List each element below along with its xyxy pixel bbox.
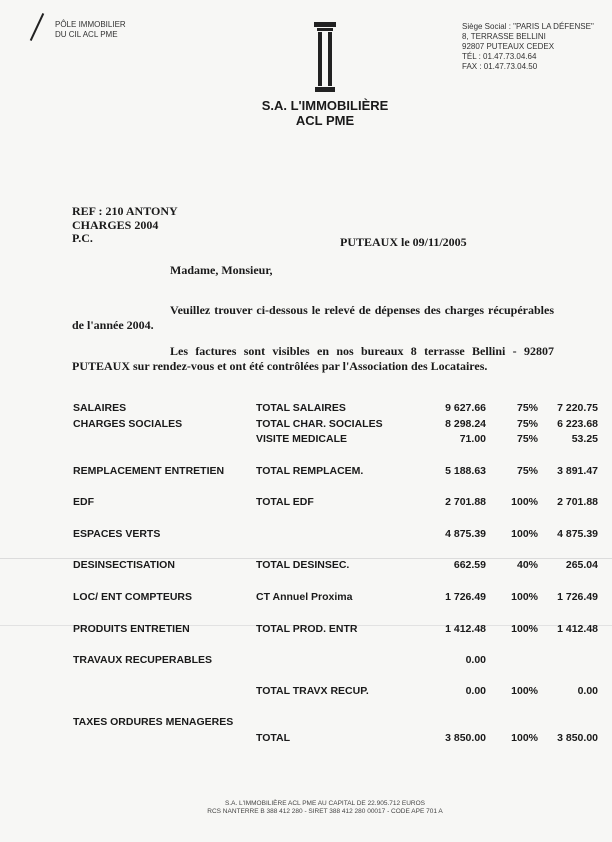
row-percent: 100%: [511, 591, 538, 603]
invoices-paragraph: Les factures sont visibles en nos bureaux 8 terrasse Bellini - 92807 PUTEAUX sur rendez-vous et ont été contrôlées par l'Association des Locataires.: [72, 344, 554, 373]
row-recoverable: 265.04: [565, 559, 598, 571]
row-recoverable: 4 875.39: [557, 528, 598, 540]
row-recoverable: 3 891.47: [557, 465, 598, 477]
sender-line-1: PÔLE IMMOBILIER: [55, 20, 126, 29]
table-row: [0, 465, 612, 479]
table-row: [0, 496, 612, 510]
row-amount: 0.00: [465, 685, 486, 697]
row-percent: 100%: [511, 528, 538, 540]
row-category: PRODUITS ENTRETIEN: [73, 623, 190, 635]
row-amount: 9 627.66: [445, 402, 486, 414]
row-label: VISITE MEDICALE: [256, 433, 348, 445]
row-amount: 1 412.48: [445, 623, 486, 635]
row-amount: 8 298.24: [445, 418, 486, 430]
row-amount: 0.00: [465, 654, 486, 666]
table-row: [0, 623, 612, 637]
row-amount: 4 875.39: [445, 528, 486, 540]
table-row: [0, 732, 612, 746]
row-percent: 100%: [511, 732, 538, 744]
row-percent: 75%: [516, 418, 538, 430]
table-row: [0, 433, 612, 447]
reference-line: REF : 210 ANTONY: [72, 204, 178, 218]
brand-subname: ACL PME: [295, 113, 355, 128]
charges-year-line: CHARGES 2004: [72, 217, 159, 232]
row-recoverable: 7 220.75: [557, 402, 598, 414]
row-recoverable: 0.00: [577, 685, 598, 697]
row-recoverable: 1 412.48: [557, 623, 598, 635]
row-recoverable: 2 701.88: [557, 496, 598, 508]
intro-paragraph: Veuillez trouver ci-dessous le relevé de dépenses des charges récupérables de l'année 2004.: [72, 303, 554, 332]
company-brand: [200, 98, 450, 128]
row-label: TOTAL: [256, 732, 291, 744]
row-amount: 3 850.00: [445, 732, 486, 744]
table-row: [0, 591, 612, 605]
letter-date: PUTEAUX le 09/11/2005: [340, 235, 467, 249]
row-recoverable: 3 850.00: [557, 732, 598, 744]
row-label: TOTAL REMPLACEM.: [256, 465, 364, 477]
head-office-line-1: Siège Social : "PARIS LA DÉFENSE": [462, 22, 594, 31]
table-row: [0, 559, 612, 573]
head-office-line-2: 8, TERRASSE BELLINI: [462, 32, 546, 41]
row-category: LOC/ ENT COMPTEURS: [73, 591, 193, 603]
row-amount: 5 188.63: [445, 465, 486, 477]
table-row: [0, 654, 612, 668]
table-row: [0, 528, 612, 542]
row-percent: 75%: [516, 465, 538, 477]
row-percent: 40%: [516, 559, 538, 571]
footer-line-2: RCS NANTERRE B 388 412 280 - SIRET 388 412 280 00017 - CODE APE 701 A: [207, 808, 443, 815]
row-category: TAXES ORDURES MENAGERES: [73, 716, 234, 728]
row-recoverable: 1 726.49: [557, 591, 598, 603]
row-category: TRAVAUX RECUPERABLES: [73, 654, 213, 666]
phone-line: TÉL : 01.47.73.04.64: [462, 52, 537, 61]
row-percent: 75%: [516, 402, 538, 414]
table-row: [0, 716, 612, 730]
footer-line-1: S.A. L'IMMOBILIÈRE ACL PME AU CAPITAL DE 22.905.712 EUROS: [224, 800, 426, 807]
row-amount: 71.00: [459, 433, 486, 445]
table-row: [0, 685, 612, 699]
row-recoverable: 6 223.68: [557, 418, 598, 430]
sender-block: [55, 20, 126, 40]
sender-line-2: DU CIL ACL PME: [55, 30, 118, 39]
row-percent: 100%: [511, 496, 538, 508]
table-row: [0, 402, 612, 416]
head-office-line-3: 92807 PUTEAUX CEDEX: [462, 42, 555, 51]
column-logo-icon: [314, 22, 336, 92]
pen-stroke: [30, 13, 44, 41]
row-label: TOTAL DESINSEC.: [256, 559, 350, 571]
salutation: Madame, Monsieur,: [170, 263, 273, 277]
row-percent: 100%: [511, 623, 538, 635]
row-category: REMPLACEMENT ENTRETIEN: [73, 465, 225, 477]
row-category: ESPACES VERTS: [73, 528, 161, 540]
row-category: DESINSECTISATION: [73, 559, 175, 571]
table-row: [0, 418, 612, 432]
row-category: EDF: [73, 496, 94, 508]
row-label: TOTAL TRAVX RECUP.: [256, 685, 369, 697]
row-label: TOTAL EDF: [256, 496, 314, 508]
row-percent: 75%: [516, 433, 538, 445]
row-label: CT Annuel Proxima: [256, 591, 353, 603]
row-amount: 2 701.88: [445, 496, 486, 508]
row-recoverable: 53.25: [571, 433, 598, 445]
row-label: TOTAL PROD. ENTR: [256, 623, 358, 635]
pc-line: P.C.: [72, 231, 93, 245]
row-label: TOTAL CHAR. SOCIALES: [256, 418, 383, 430]
row-amount: 662.59: [453, 559, 486, 571]
fax-line: FAX : 01.47.73.04.50: [462, 62, 538, 71]
row-category: SALAIRES: [73, 402, 127, 414]
legal-footer: [160, 800, 490, 816]
row-label: TOTAL SALAIRES: [256, 402, 346, 414]
row-percent: 100%: [511, 685, 538, 697]
head-office-block: [462, 22, 594, 72]
row-category: CHARGES SOCIALES: [73, 418, 183, 430]
reference-block: [72, 205, 178, 246]
row-amount: 1 726.49: [445, 591, 486, 603]
brand-name: S.A. L'IMMOBILIÈRE: [261, 98, 389, 113]
